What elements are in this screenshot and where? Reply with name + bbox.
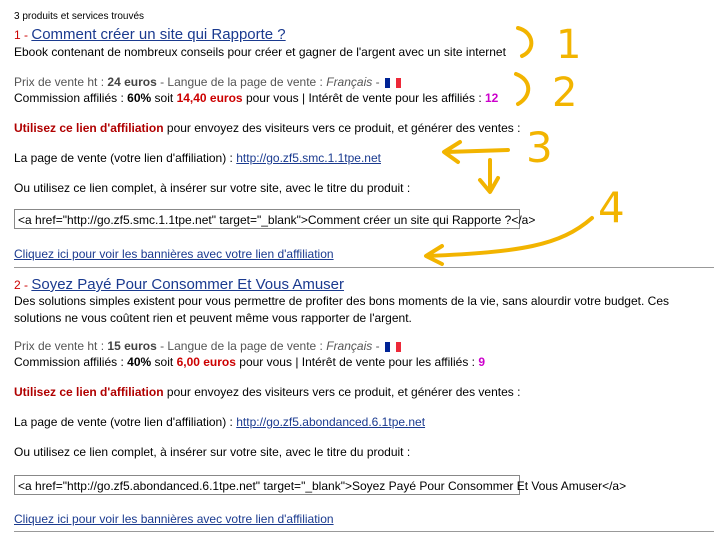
annotation-number-3: 3 bbox=[526, 123, 553, 172]
product-2-commission-line bbox=[14, 355, 485, 369]
commission-pct: 60% bbox=[127, 91, 152, 105]
affiliate-bold: Utilisez ce lien d'affiliation bbox=[14, 385, 164, 399]
product-index: 1 bbox=[14, 28, 21, 42]
annotation-number-2: 2 bbox=[552, 70, 578, 116]
commission-label: Commission affiliés : bbox=[14, 355, 124, 369]
sales-page-label: La page de vente (votre lien d'affiliation) : bbox=[14, 415, 233, 429]
product-2-header bbox=[14, 276, 344, 294]
france-flag-icon bbox=[385, 78, 401, 88]
product-2-affiliate-instruction bbox=[14, 385, 520, 399]
lang-label: - Langue de la page de vente : bbox=[160, 339, 323, 353]
commission-soit: soit bbox=[154, 355, 174, 369]
lang-label: - Langue de la page de vente : bbox=[160, 75, 323, 89]
interest-value: 12 bbox=[485, 91, 499, 105]
annotation-arrow-3-left bbox=[444, 142, 508, 162]
annotation-number-4: 4 bbox=[598, 183, 625, 232]
product-1-header bbox=[14, 26, 286, 44]
product-2-price-line: Prix de vente ht : 15 euros - Langue de la page de vente : Français - bbox=[14, 339, 401, 353]
lang-value: Français bbox=[326, 75, 373, 89]
product-1-full-link-label: Ou utilisez ce lien complet, à insérer sur votre site, avec le titre du produit : bbox=[14, 181, 411, 195]
commission-soit: soit bbox=[154, 91, 174, 105]
commission-amount: 14,40 euros bbox=[176, 91, 243, 105]
price-label: Prix de vente ht : bbox=[14, 75, 105, 89]
index-separator: - bbox=[20, 278, 32, 292]
product-1-sales-page bbox=[14, 151, 381, 165]
commission-suffix: pour vous | Intérêt de vente pour les affiliés : bbox=[245, 91, 482, 105]
sales-page-label: La page de vente (votre lien d'affiliation) : bbox=[14, 151, 233, 165]
product-2-banners-link[interactable]: Cliquez ici pour voir les bannières avec votre lien d'affiliation bbox=[14, 512, 334, 526]
annotation-arrow-3-down bbox=[480, 160, 498, 192]
affiliate-rest: pour envoyez des visiteurs vers ce produit, et générer des ventes : bbox=[166, 121, 521, 135]
product-index: 2 bbox=[14, 278, 21, 292]
product-2-code-field[interactable]: <a href="http://go.zf5.abondanced.6.1tpe.net" target="_blank">Soyez Payé Pour Consommer Et Vous Amuser</a> bbox=[14, 475, 520, 495]
affiliate-rest: pour envoyez des visiteurs vers ce produit, et générer des ventes : bbox=[166, 385, 521, 399]
divider bbox=[14, 531, 714, 532]
index-separator: - bbox=[20, 28, 32, 42]
product-1-title-link[interactable]: Comment créer un site qui Rapporte ? bbox=[31, 26, 286, 43]
price-value: 24 euros bbox=[107, 75, 157, 89]
commission-pct: 40% bbox=[127, 355, 152, 369]
price-value: 15 euros bbox=[107, 339, 157, 353]
results-count: 3 produits et services trouvés bbox=[14, 11, 145, 22]
product-2-title-link[interactable]: Soyez Payé Pour Consommer Et Vous Amuser bbox=[31, 276, 345, 293]
commission-amount: 6,00 euros bbox=[176, 355, 236, 369]
divider bbox=[14, 267, 714, 268]
product-1-price-line: Prix de vente ht : 24 euros - Langue de la page de vente : Français - bbox=[14, 75, 401, 89]
sales-page-link[interactable]: http://go.zf5.smc.1.1tpe.net bbox=[236, 151, 381, 165]
product-1-code-field[interactable]: <a href="http://go.zf5.smc.1.1tpe.net" target="_blank">Comment créer un site qui Rapporte ?</a> bbox=[14, 209, 520, 229]
interest-value: 9 bbox=[478, 355, 486, 369]
annotation-bracket-1 bbox=[518, 28, 531, 56]
product-1-description: Ebook contenant de nombreux conseils pour créer et gagner de l'argent avec un site internet bbox=[14, 45, 506, 59]
annotation-bracket-2 bbox=[516, 74, 528, 104]
commission-suffix: pour vous | Intérêt de vente pour les affiliés : bbox=[239, 355, 475, 369]
lang-value: Français bbox=[326, 339, 373, 353]
product-1-commission-line bbox=[14, 91, 498, 105]
france-flag-icon bbox=[385, 342, 401, 352]
commission-label: Commission affiliés : bbox=[14, 91, 124, 105]
sales-page-link[interactable]: http://go.zf5.abondanced.6.1tpe.net bbox=[236, 415, 426, 429]
product-2-full-link-label: Ou utilisez ce lien complet, à insérer sur votre site, avec le titre du produit : bbox=[14, 445, 411, 459]
annotation-number-1: 1 bbox=[556, 22, 582, 68]
product-2-sales-page bbox=[14, 415, 425, 429]
product-2-description: Des solutions simples existent pour vous permettre de profiter des bons moments de la vie, sans alourdir votre budget. Ces solutions ne vous coûtent rien et peuvent même vous rapporter de l'argent. bbox=[14, 294, 669, 325]
affiliate-bold: Utilisez ce lien d'affiliation bbox=[14, 121, 164, 135]
product-1-affiliate-instruction bbox=[14, 121, 520, 135]
product-1-banners-link[interactable]: Cliquez ici pour voir les bannières avec votre lien d'affiliation bbox=[14, 247, 334, 261]
price-label: Prix de vente ht : bbox=[14, 339, 105, 353]
